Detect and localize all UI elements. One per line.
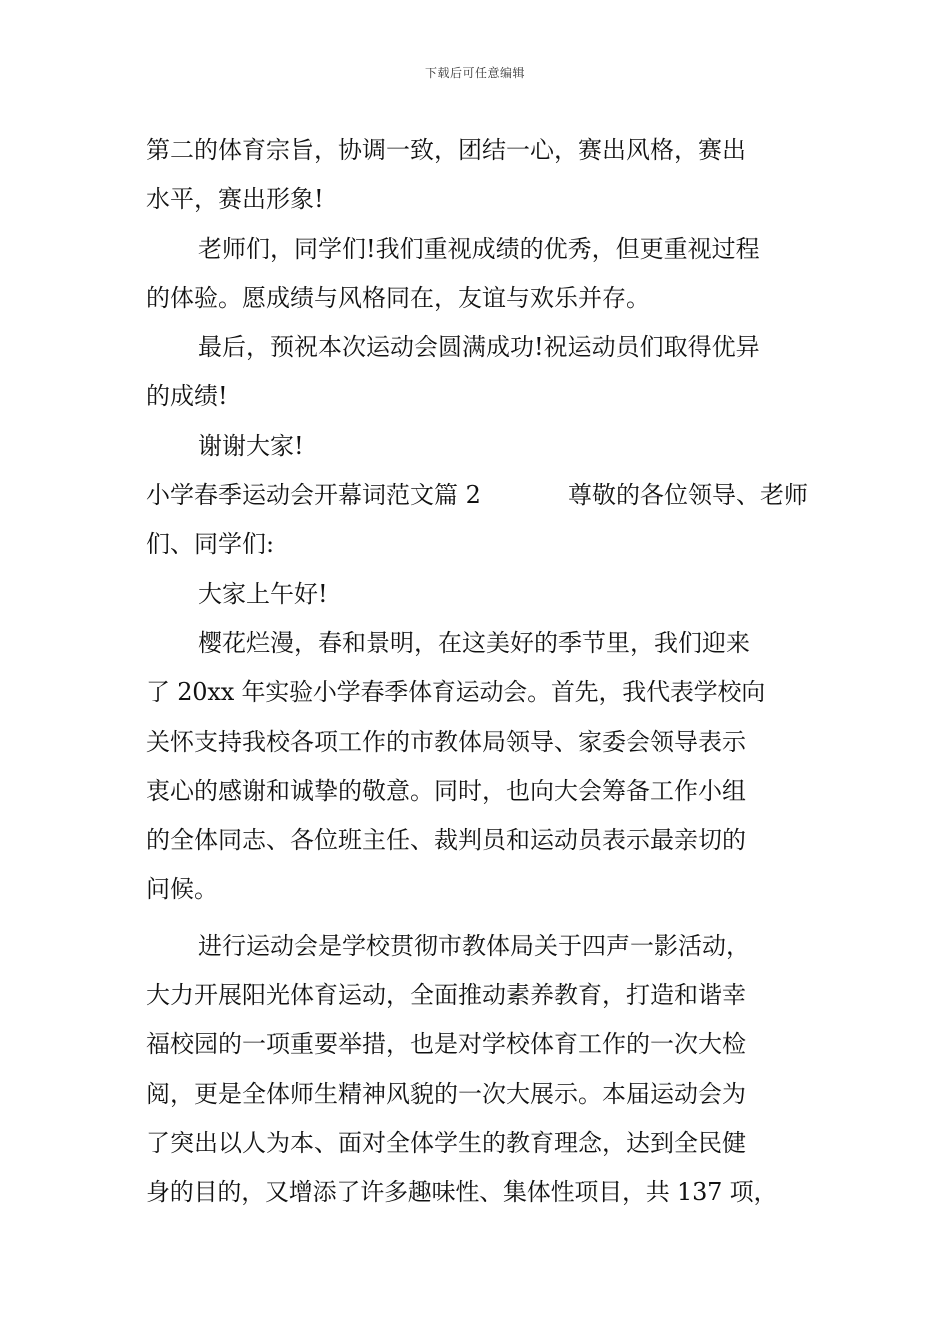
section-title: 小学春季运动会开幕词范文篇 2 (146, 481, 481, 510)
section-heading-line (146, 471, 808, 520)
text-line: 们、同学们: (146, 530, 275, 559)
text-line: 最后，预祝本次运动会圆满成功!祝运动员们取得优异 (198, 333, 760, 362)
page-header: 下载后可任意编辑 (424, 66, 525, 80)
text-line: 进行运动会是学校贯彻市教体局关于四声一影活动， (198, 931, 750, 960)
text-line: 的全体同志、各位班主任、裁判员和运动员表示最亲切的 (146, 826, 746, 855)
text-line: 衷心的感谢和诚挚的敬意。同时，也向大会筹备工作小组 (146, 776, 746, 805)
text-line: 了 20xx 年实验小学春季体育运动会。首先，我代表学校向 (146, 678, 766, 707)
text-line: 樱花烂漫，春和景明，在这美好的季节里，我们迎来 (198, 628, 750, 657)
text-line: 阅，更是全体师生精神风貌的一次大展示。本届运动会为 (146, 1079, 746, 1108)
text-line: 福校园的一项重要举措，也是对学校体育工作的一次大检 (146, 1030, 746, 1059)
text-line: 的体验。愿成绩与风格同在，友谊与欢乐并存。 (146, 283, 650, 312)
text-line: 水平，赛出形象! (146, 185, 324, 214)
text-line: 大家上午好! (198, 579, 328, 608)
text-line: 第二的体育宗旨，协调一致，团结一心，赛出风格，赛出 (146, 136, 746, 164)
text-line: 的成绩! (146, 382, 228, 411)
text-line: 谢谢大家! (198, 431, 304, 460)
text-line: 大力开展阳光体育运动，全面推动素养教育，打造和谐幸 (146, 981, 746, 1010)
text-line: 关怀支持我校各项工作的市教体局领导、家委会领导表示 (146, 727, 746, 756)
text-line: 了突出以人为本、面对全体学生的教育理念，达到全民健 (146, 1128, 746, 1157)
document-body (146, 126, 808, 1218)
text-line: 身的目的，又增添了许多趣味性、集体性项目，共 137 项， (146, 1178, 778, 1207)
text-line: 问候。 (146, 875, 218, 904)
text-line: 老师们，同学们!我们重视成绩的优秀，但更重视过程 (198, 234, 760, 263)
salutation-start: 尊敬的各位领导、老师 (568, 481, 808, 510)
